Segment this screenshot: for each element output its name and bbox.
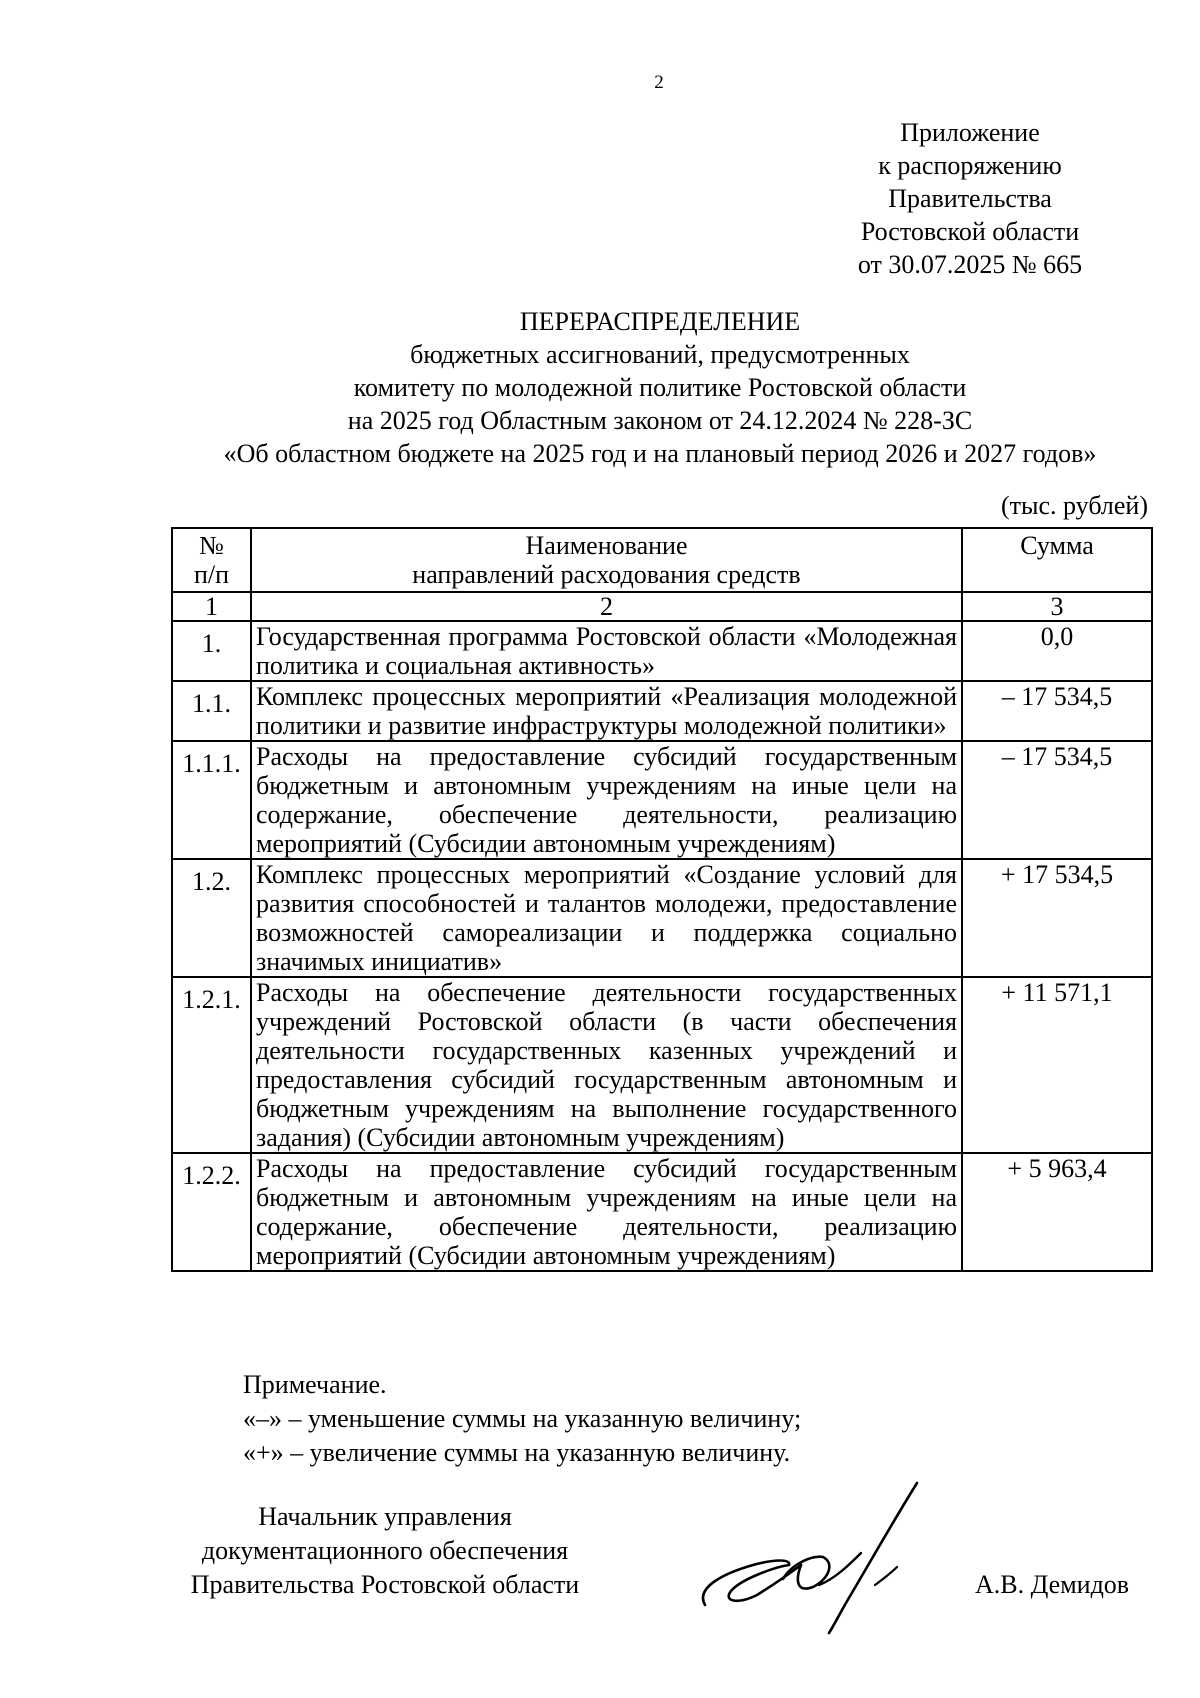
signer-position-line: Начальник управления xyxy=(258,1502,512,1531)
row-num: 1.1.1. xyxy=(172,741,251,859)
notes-title: Примечание. xyxy=(243,1370,387,1399)
table-row xyxy=(172,977,1152,1153)
table-row xyxy=(172,1153,1152,1271)
budget-table xyxy=(171,527,1153,1272)
title-line: комитету по молодежной политике Ростовской области xyxy=(353,373,967,402)
header-num-line: п/п xyxy=(193,560,230,589)
row-name: Расходы на предоставление субсидий государственным бюджетным и автономным учреждениям на иные цели на содержание, обеспечение деятельности, реализацию мероприятий (Субсидии автономным учреждениям) xyxy=(251,1153,962,1271)
column-number: 1 xyxy=(172,592,251,621)
row-sum: + 5 963,4 xyxy=(962,1153,1152,1271)
appendix-line: Приложение xyxy=(900,118,1040,147)
document-title xyxy=(160,305,1160,470)
appendix-block xyxy=(800,116,1140,281)
row-sum: 0,0 xyxy=(962,621,1152,681)
table-header-row xyxy=(172,528,1152,592)
header-name xyxy=(251,528,962,592)
row-num: 1.2.2. xyxy=(172,1153,251,1271)
handwritten-signature xyxy=(665,1475,945,1635)
row-sum: + 11 571,1 xyxy=(962,977,1152,1153)
notes-block xyxy=(243,1368,801,1470)
column-number: 2 xyxy=(251,592,962,621)
row-name: Расходы на предоставление субсидий государственным бюджетным и автономным учреждениям на иные цели на содержание, обеспечение деятельности, реализацию мероприятий (Субсидии автономным учреждениям) xyxy=(251,741,962,859)
appendix-line: Правительства xyxy=(888,184,1052,213)
signer-position xyxy=(160,1500,610,1602)
signer-position-line: документационного обеспечения xyxy=(201,1536,569,1565)
appendix-line: Ростовской области xyxy=(860,217,1080,246)
header-num-line: № xyxy=(199,531,224,560)
row-name: Комплекс процессных мероприятий «Создание условий для развития способностей и талантов молодежи, предоставление возможностей самореализации и поддержка социально значимых инициатив» xyxy=(251,859,962,977)
appendix-line: от 30.07.2025 № 665 xyxy=(857,250,1083,279)
table-row xyxy=(172,741,1152,859)
appendix-line: к распоряжению xyxy=(878,151,1062,180)
units-label: (тыс. рублей) xyxy=(1000,491,1148,520)
column-number: 3 xyxy=(962,592,1152,621)
notes-plus: «+» – увеличение суммы на указанную величину. xyxy=(243,1438,791,1467)
header-num xyxy=(172,528,251,592)
signer-name: А.В. Демидов xyxy=(975,1570,1130,1599)
header-name-line: Наименование xyxy=(525,531,688,560)
title-line: на 2025 год Областным законом от 24.12.2024 № 228-ЗС xyxy=(347,406,973,435)
header-name-line: направлений расходования средств xyxy=(412,560,801,589)
row-name: Государственная программа Ростовской области «Молодежная политика и социальная активность» xyxy=(251,621,962,681)
table-row xyxy=(172,859,1152,977)
row-name: Комплекс процессных мероприятий «Реализация молодежной политики и развитие инфраструктуры молодежной политики» xyxy=(251,681,962,741)
signer-position-line: Правительства Ростовской области xyxy=(190,1570,580,1599)
row-name: Расходы на обеспечение деятельности государственных учреждений Ростовской области (в части обеспечения деятельности государственных казенных учреждений и предоставления субсидий государственным автономным и бюджетным учреждениям на выполнение государственного задания) (Субсидии автономным учреждениям) xyxy=(251,977,962,1153)
row-num: 1. xyxy=(172,621,251,681)
notes-minus: «–» – уменьшение суммы на указанную величину; xyxy=(243,1404,802,1433)
title-heading: ПЕРЕРАСПРЕДЕЛЕНИЕ xyxy=(519,307,801,336)
title-line: «Об областном бюджете на 2025 год и на плановый период 2026 и 2027 годов» xyxy=(223,439,1097,468)
column-numbers-row xyxy=(172,592,1152,621)
page-number: 2 xyxy=(654,72,664,93)
row-num: 1.2. xyxy=(172,859,251,977)
table-row xyxy=(172,621,1152,681)
row-num: 1.1. xyxy=(172,681,251,741)
header-sum: Сумма xyxy=(962,528,1152,592)
row-sum: – 17 534,5 xyxy=(962,741,1152,859)
title-line: бюджетных ассигнований, предусмотренных xyxy=(410,340,910,369)
row-num: 1.2.1. xyxy=(172,977,251,1153)
row-sum: + 17 534,5 xyxy=(962,859,1152,977)
row-sum: – 17 534,5 xyxy=(962,681,1152,741)
table-row xyxy=(172,681,1152,741)
